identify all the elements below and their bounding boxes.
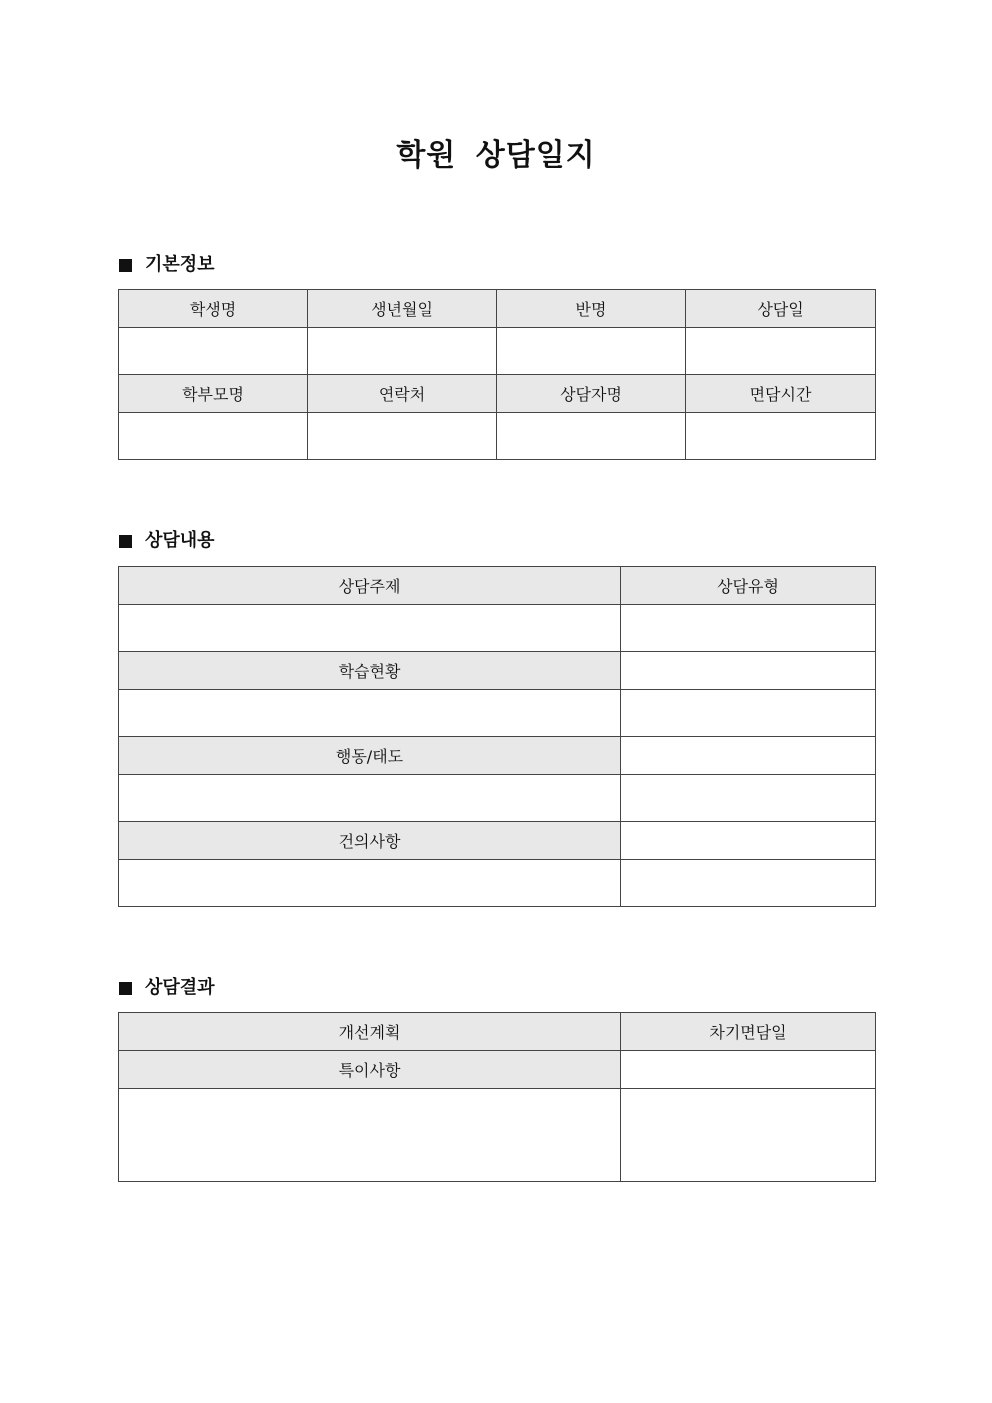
input-cell-type-4[interactable] (621, 737, 876, 775)
header-cell-parent-name: 학부모명 (119, 375, 308, 413)
table-row (119, 822, 876, 860)
square-bullet-icon (119, 259, 132, 272)
counsel-content-table (118, 566, 876, 907)
header-cell-topic: 상담주제 (119, 567, 621, 605)
input-cell-behavior[interactable] (119, 775, 621, 822)
square-bullet-icon (119, 982, 132, 995)
header-cell-study-status: 학습현황 (119, 652, 621, 690)
input-cell-type-5[interactable] (621, 775, 876, 822)
section-heading-label: 상담결과 (145, 977, 215, 998)
table-row (119, 290, 876, 328)
input-cell-study-status[interactable] (119, 690, 621, 737)
header-cell-birth-date: 생년월일 (308, 290, 497, 328)
section-heading-basic-info (119, 253, 215, 277)
table-row (119, 1013, 876, 1051)
input-cell-special-notes[interactable] (119, 1089, 621, 1182)
basic-info-table (118, 289, 876, 460)
section-heading-label: 상담내용 (145, 530, 215, 551)
table-row (119, 605, 876, 652)
input-cell-student-name[interactable] (119, 328, 308, 375)
header-cell-type: 상담유형 (621, 567, 876, 605)
header-cell-suggestions: 건의사항 (119, 822, 621, 860)
input-cell-counsel-date[interactable] (686, 328, 876, 375)
header-cell-counsel-date: 상담일 (686, 290, 876, 328)
input-cell-type-1[interactable] (621, 605, 876, 652)
table-row (119, 690, 876, 737)
input-cell-type-6[interactable] (621, 822, 876, 860)
input-cell-type-7[interactable] (621, 860, 876, 907)
table-row (119, 413, 876, 460)
table-row (119, 860, 876, 907)
square-bullet-icon (119, 535, 132, 548)
table-row (119, 375, 876, 413)
input-cell-contact[interactable] (308, 413, 497, 460)
page-title: 학원 상담일지 (396, 138, 596, 173)
header-cell-student-name: 학생명 (119, 290, 308, 328)
section-heading-label: 기본정보 (145, 254, 215, 275)
input-cell-parent-name[interactable] (119, 413, 308, 460)
table-row (119, 328, 876, 375)
header-cell-meeting-time: 면담시간 (686, 375, 876, 413)
counsel-result-table (118, 1012, 876, 1182)
table-row (119, 567, 876, 605)
input-cell-class-name[interactable] (497, 328, 686, 375)
input-cell-topic[interactable] (119, 605, 621, 652)
header-cell-counselor-name: 상담자명 (497, 375, 686, 413)
input-cell-counselor-name[interactable] (497, 413, 686, 460)
table-row (119, 652, 876, 690)
header-cell-improvement-plan: 개선계획 (119, 1013, 621, 1051)
input-cell-birth-date[interactable] (308, 328, 497, 375)
input-cell-type-2[interactable] (621, 652, 876, 690)
table-row (119, 1089, 876, 1182)
input-cell-next-meeting-date[interactable] (621, 1051, 876, 1089)
input-cell-meeting-time[interactable] (686, 413, 876, 460)
input-cell-result-extra[interactable] (621, 1089, 876, 1182)
header-cell-contact: 연락처 (308, 375, 497, 413)
section-heading-counsel-content (119, 529, 215, 553)
table-row (119, 737, 876, 775)
input-cell-suggestions[interactable] (119, 860, 621, 907)
header-cell-class-name: 반명 (497, 290, 686, 328)
header-cell-behavior: 행동/태도 (119, 737, 621, 775)
input-cell-type-3[interactable] (621, 690, 876, 737)
table-row (119, 775, 876, 822)
header-cell-special-notes: 특이사항 (119, 1051, 621, 1089)
section-heading-counsel-result (119, 976, 215, 1000)
table-row (119, 1051, 876, 1089)
header-cell-next-meeting-date: 차기면담일 (621, 1013, 876, 1051)
